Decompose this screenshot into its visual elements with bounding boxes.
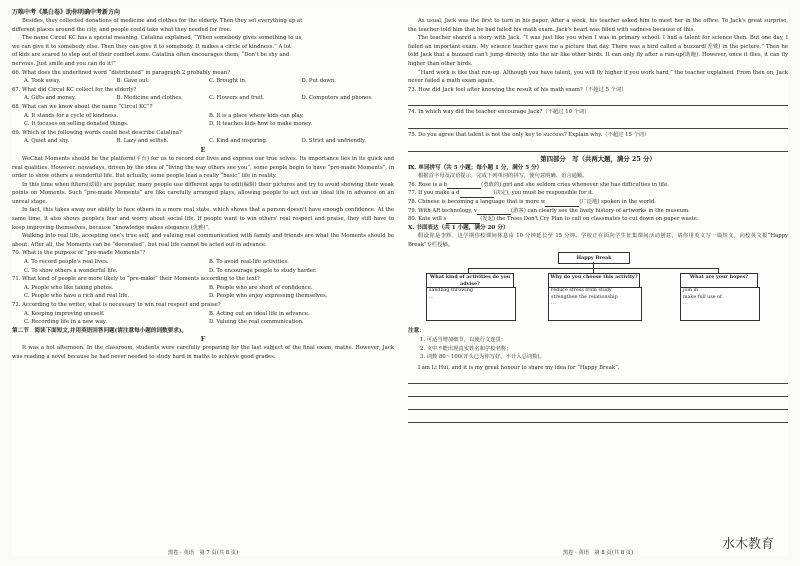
questions-d	[12, 69, 394, 146]
answer-option: C. Kind and inspiring.	[209, 138, 268, 145]
passage-f-paragraph: As usual, Jack was the first to turn in his paper. After a week, his teacher asked him to meet her in the office. To Jack's great surprise, the teacher told him that he had failed his math exam. Jack's heart was filled with sadness because of this.	[408, 18, 788, 33]
exam-sheet	[12, 8, 788, 556]
answer-option: B. It is a place where kids can play.	[209, 112, 304, 119]
question-stem: 70. What is the purpose of “pre-made Moments”?	[12, 250, 146, 257]
answer-option: D. Valuing the real communication.	[209, 319, 304, 326]
option-row	[12, 112, 394, 129]
spelling-blank[interactable]	[447, 182, 481, 189]
answer-line-75[interactable]	[408, 141, 788, 152]
section-e-title: E	[200, 146, 206, 154]
answer-option: B. Medicine and clothes.	[116, 95, 183, 102]
answer-option: B. Gave out.	[116, 78, 150, 85]
answer-option: D. Computers and phones.	[301, 95, 373, 102]
answer-option: D. To encourage people to study harder.	[209, 267, 317, 274]
questions-e	[12, 249, 394, 326]
option-row	[12, 258, 394, 275]
answer-option: D. It teaches kids how to make money.	[209, 121, 313, 128]
answer-option: A. To record people's real lives.	[24, 259, 109, 266]
mind-box-2-title: Why do you choose this activity?	[548, 273, 640, 289]
question-73: 73. How did Jack feel after knowing the result of his math exam?（不超过 5 个词）	[408, 86, 627, 93]
spelling-suffix: (游客) can clearly see the lively history of artworks in the museum.	[511, 207, 690, 214]
passage-e-paragraph: Walking into real life, accepting one's true self, and valuing real communication with family and friends are what the Moments should be about. After all, the Moments can be “decorated”, but real life cannot be acted out in advance.	[12, 233, 394, 248]
answer-option: C. Brought in.	[209, 78, 247, 85]
section-10-text: 假设你是李辉，这学期你校课间休息由 10 分钟延长至 15 分钟。学校正在面向学生征集课间活动创意，请你用英文写一篇短文，向校英文报“Happy Break”专栏投稿。	[408, 233, 788, 248]
answer-option: A. It stands for a cycle of kindness.	[24, 112, 119, 119]
spelling-prefix: 80. Kate will s	[408, 216, 447, 223]
answer-option: B. Lazy and selfish.	[116, 138, 169, 145]
option-row	[12, 94, 394, 103]
part4-title: 第四部分 写（共两大题，满分 25 分）	[540, 154, 656, 163]
intro-line: Besides, they collected donations of medicine and clothes for the elderly. Then they set everything up at	[22, 18, 303, 24]
option-row	[12, 284, 394, 301]
mind-box-2-body: reduce stress from study strengthen the relationship …	[548, 287, 642, 321]
notes-title: 注意：	[408, 328, 425, 335]
spelling-question	[408, 215, 788, 224]
answer-option: D. People who enjoy expressing themselves.	[209, 293, 328, 300]
spelling-prefix: 77. If you make a d	[408, 190, 460, 197]
option-row	[12, 137, 394, 146]
spelling-suffix: (决定), you must be responsible for it.	[493, 190, 594, 197]
question-stem: 66. What does the underlined word “distributed” in paragraph 2 probably mean?	[12, 69, 230, 76]
answer-option: C. Recording life in a new way.	[24, 319, 107, 326]
passage-f-paragraph: The teacher shared a story with Jack. “I was just like you when I was in primary school. I had a talent for science then. But one day, I failed an important exam. My science teacher gave me a picture that day. There was a bird called a buzzard(秃鹫) in the picture.” Then he told Jack that a buzzard can't jump directly into the air like other birds. It can only fly after a run-up(助跑). However, once it flies, it can fly higher than other birds.	[408, 35, 788, 67]
right-page	[408, 8, 788, 556]
spelling-question	[408, 198, 788, 207]
part2-title: 第二节 阅读下面短文,并用英语回答问题(请注意每小题的词数要求)。	[12, 327, 188, 334]
question-stem: 72. According to the writer, what is necessary to win real respect and praise?	[12, 302, 221, 308]
spelling-prefix: 76. Rose is a b	[408, 181, 448, 188]
intro-line: of kids are scared to step out of their comfort zone. Catalina often encourages them, “Don't be shy and	[12, 52, 290, 59]
passage-e-paragraph: WeChat Moments should be the platform(平台) for us to record our lives and express our true selves. Its importance lies in its quick and real qualities. However, nowadays, driven by the idea of “living the way others see you”, some people begin to have “pre-made Moments”, in order to show others a wonderful life. But actually, some people lead a really “basic” life in reality.	[12, 155, 394, 180]
answer-option: D. Strict and unfriendly.	[301, 138, 366, 145]
answer-option: B. To avoid real-life activities.	[209, 259, 289, 266]
intro-passage	[12, 17, 394, 69]
option-row	[12, 310, 394, 327]
answer-option: C. It focuses on selling donated things.	[24, 121, 129, 128]
section-9-instruction: 根据首字母及汉语提示，完成下列单词的拼写，使句意明确、语言通顺。	[418, 173, 588, 180]
right-footer: 黑卷 · 英语 第 8 页(共 8 页)	[562, 550, 634, 556]
spelling-question	[408, 189, 788, 198]
mind-box-1-body: sandbag throwing …	[426, 287, 516, 321]
passage-e	[12, 155, 394, 250]
answer-option: A. Took away.	[24, 78, 61, 85]
passage-f-continued	[408, 17, 788, 86]
spelling-suffix: (发起) the Trees Don't Cry Plan to call on classmates to cut down on paper waste.	[480, 216, 699, 223]
answer-option: A. Gifts and money.	[24, 95, 76, 102]
question-stem: 67. What did Circul KC collect for the elderly?	[12, 86, 137, 93]
spelling-blank[interactable]	[477, 208, 511, 215]
answer-option: C. Flowers and fruit.	[209, 95, 265, 102]
section-10-title: Ⅹ. 书面表达（共 1 小题，满分 20 分）	[408, 224, 509, 231]
option-row	[12, 77, 394, 86]
question-stem: 68. What can we know about the name “Circul KC”?	[12, 103, 153, 110]
intro-line: we can give it to somebody else. Then they can give it to somebody. It makes a circle of kindness.” A lot	[12, 43, 292, 50]
note-item: 2. 文中不能出现真实姓名和学校名称；	[420, 345, 512, 352]
answer-option: B. People who are short of confidence.	[209, 284, 313, 291]
answer-option: B. Acting out an ideal life in advance.	[209, 310, 310, 317]
essay-line-1[interactable]	[408, 373, 788, 384]
intro-line: The name Circul KC has a special meaning. Catalina explained, “When somebody gives something to us,	[22, 35, 303, 42]
intro-line: nervous. Just smile and you can do it!”	[12, 60, 116, 67]
essay-opening: I am Li Hui, and it is my great honour to share my idea for “Happy Break”.	[418, 364, 620, 371]
question-74: 74. In which way did the teacher encourage Jack?（不超过 10 个词）	[408, 109, 590, 116]
mind-box-3-title: What are your hopes?	[680, 273, 758, 289]
passage-f-paragraph: “Hard work is like that run-up. Although you have talent, you will fly higher if you work hard,” the teacher explained. From then on, Jack never failed a math exam again.	[408, 69, 788, 85]
answer-option: C. To show others a wonderful life.	[24, 267, 118, 274]
essay-line-3[interactable]	[408, 399, 788, 410]
mind-box-1-title: What kind of activities do you advise?	[426, 273, 514, 289]
question-stem: 69. Which of the following words could best describe Catalina?	[12, 129, 182, 136]
section-f-title: F	[200, 336, 206, 344]
spelling-blank[interactable]	[545, 200, 579, 207]
spelling-blank[interactable]	[446, 217, 480, 224]
answer-option: D. Put down.	[301, 78, 336, 85]
question-75: 75. Do you agree that talent is not the only key to success? Explain why.（不超过 15 个词）	[408, 131, 650, 138]
section-9-title: Ⅸ. 单词拼写（共 5 小题；每小题 1 分，满分 5 分）	[408, 164, 543, 171]
mind-box-3-body: join in make full use of …	[680, 287, 760, 321]
note-item: 3. 词数 80～100(开头已为你写好，不计入总词数)。	[420, 354, 545, 361]
spelling-questions	[408, 181, 788, 224]
left-footer: 黑卷 · 英语 第 7 页(共 8 页)	[167, 550, 239, 556]
answer-option: C. People who have a rich and real life.	[24, 293, 130, 300]
answer-option: A. Quiet and shy.	[24, 138, 70, 145]
spelling-suffix: (勇敢的) girl and she seldom cries whenever she has difficulties in life.	[481, 181, 669, 188]
essay-line-4[interactable]	[408, 412, 788, 423]
watermark: 水木教育	[721, 537, 774, 552]
spelling-prefix: 78. Chinese is becoming a language that is more w	[408, 198, 546, 205]
note-item: 1. 可适当增加细节，以使行文连贯；	[420, 337, 507, 344]
mind-map-center: Happy Break	[558, 252, 630, 264]
spelling-blank[interactable]	[460, 191, 494, 198]
answer-option: A. Keeping improving oneself.	[24, 310, 105, 317]
essay-line-2[interactable]	[408, 386, 788, 397]
spelling-suffix: (广泛地) spoken in the world.	[579, 198, 656, 205]
spelling-question	[408, 207, 788, 216]
notes-list	[408, 336, 788, 362]
intro-line: different places around the city, and people could take what they needed for free.	[12, 26, 232, 33]
answer-line-73[interactable]	[408, 95, 788, 106]
page-header: 万唯中考《黑白卷》助你明确中考新方向	[12, 9, 121, 16]
passage-f: It was a hot afternoon. In the classroom, students were carefully preparing for the last subject of the final exam, maths. However, Jack was reading a novel because he had never needed to study hard in maths to achieve good grades.	[12, 345, 394, 360]
spelling-question	[408, 181, 788, 190]
answer-option: A. People who like taking photos.	[24, 284, 114, 291]
spelling-prefix: 79. With AR technology, v	[408, 207, 478, 214]
passage-e-paragraph: In this time when filters(滤镜) are popular, many people use different apps to edit(编辑) their pictures and try to avoid showing their weak points on Moments. Such “pre-made Moments” are like carefully arranged plays, allowing people to act out an ideal life in advance on an unreal stage.	[12, 181, 394, 205]
passage-e-paragraph: In fact, this takes away our ability to face others in a more real state, which shows that a person doesn't have enough confidence. At the same time, it also shows people's fear and worry about social life. If people want to win others' real respect and praise, they still have to keep improving themselves, because “knowledge makes elegance (优雅)”.	[12, 207, 394, 231]
mind-map	[408, 252, 788, 324]
left-page	[12, 8, 394, 556]
answer-line-74[interactable]	[408, 118, 788, 129]
question-stem: 71. What kind of people are more likely to “pre-make” their Moments according to the text?	[12, 276, 260, 283]
